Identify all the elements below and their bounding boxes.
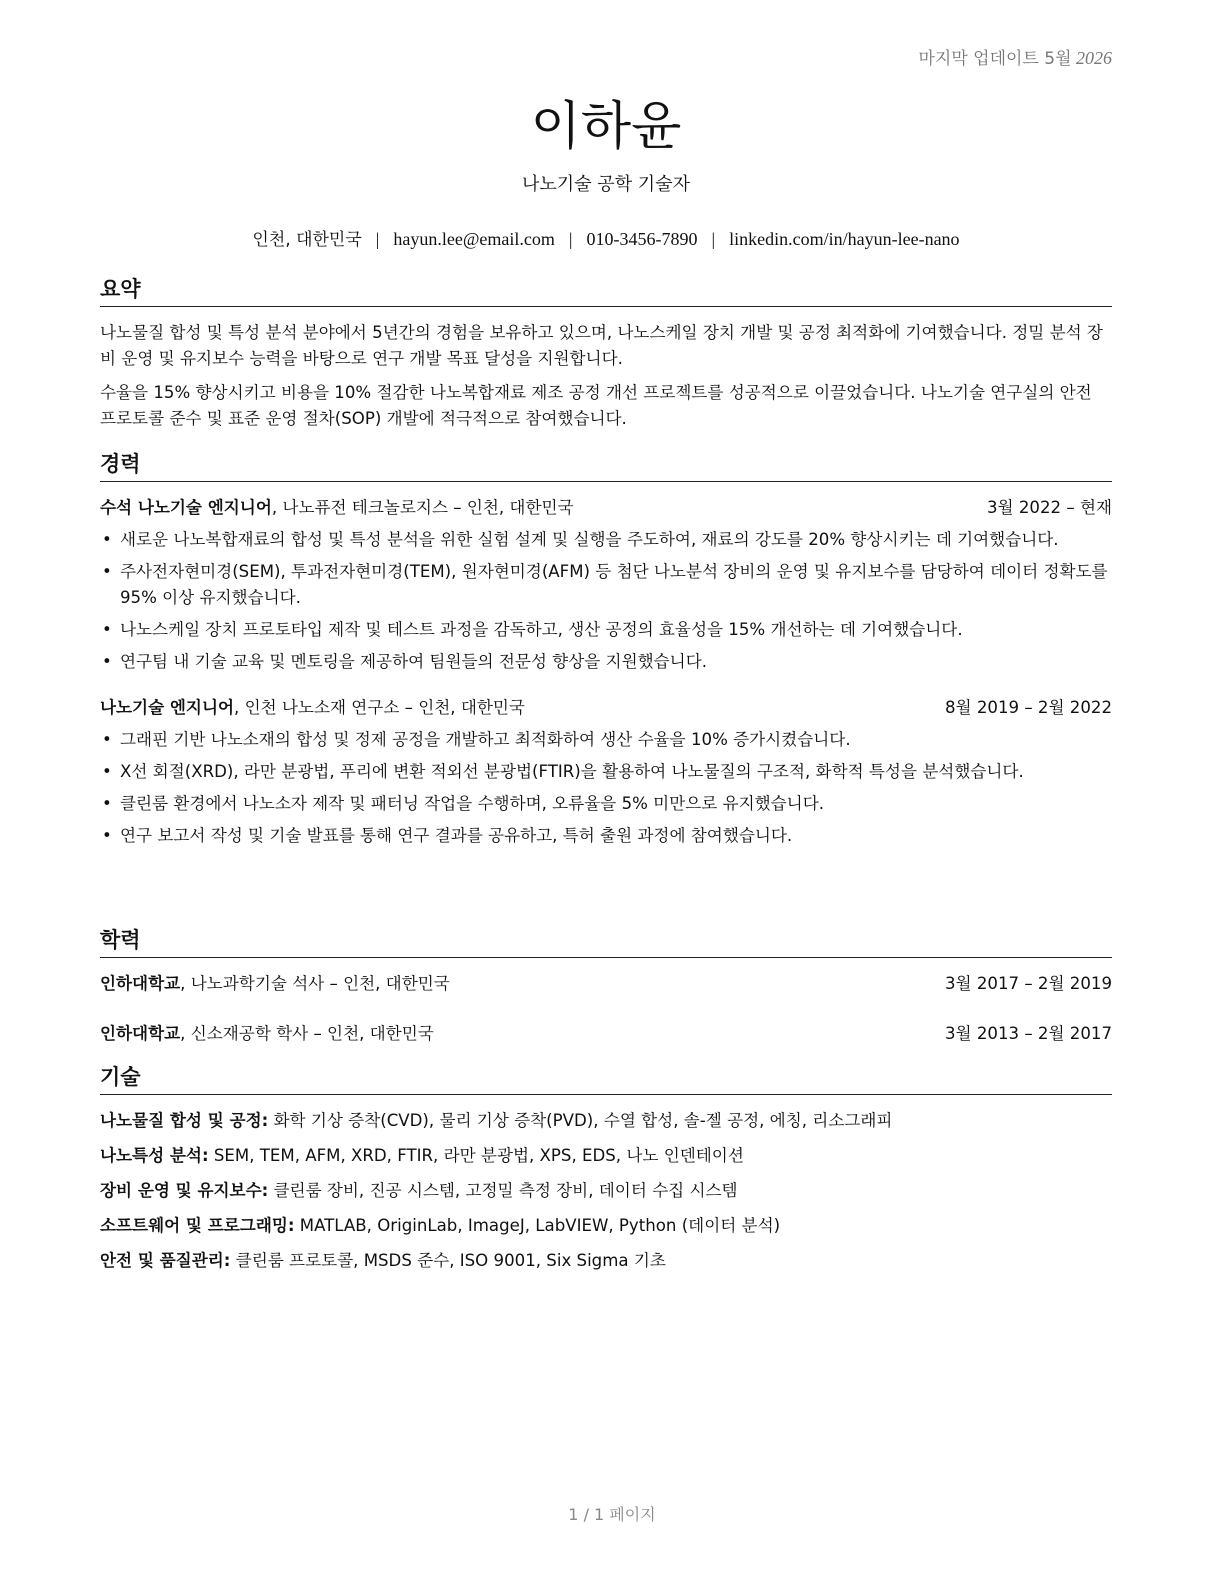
education-dates: 3월 2017 – 2월 2019	[944, 974, 1112, 993]
education-dates: 3월 2013 – 2월 2017	[944, 1024, 1112, 1043]
section-title-skills: 기술	[100, 1064, 1112, 1095]
skill-value: SEM, TEM, AFM, XRD, FTIR, 라만 분광법, XPS, EDS, 나노 인덴테이션	[208, 1146, 744, 1165]
job-bullets	[100, 727, 1112, 849]
skill-label: 소프트웨어 및 프로그래밍:	[100, 1216, 295, 1235]
contact-phone[interactable]: 010-3456-7890	[586, 229, 698, 249]
job-bullets	[100, 527, 1112, 675]
job-dates: 8월 2019 – 2월 2022	[944, 698, 1112, 717]
skill-label: 나노특성 분석:	[100, 1146, 209, 1165]
list-item: • X선 회절(XRD), 라만 분광법, 푸리에 변환 적외선 분광법(FTIR)을 활용하여 나노물질의 구조적, 화학적 특성을 분석했습니다.	[100, 759, 1112, 785]
section-title-education: 학력	[100, 927, 1112, 958]
school-name: 인하대학교	[100, 1024, 181, 1043]
skill-value: MATLAB, OriginLab, ImageJ, LabVIEW, Python (데이터 분석)	[294, 1216, 781, 1235]
skill-value: 클린룸 프로토콜, MSDS 준수, ISO 9001, Six Sigma 기초	[230, 1251, 666, 1270]
degree-detail: , 나노과학기술 석사 – 인천, 대한민국	[180, 974, 450, 993]
job-entry	[100, 695, 1112, 849]
skill-row	[100, 1243, 1112, 1278]
section-title-summary: 요약	[100, 276, 1112, 307]
job-organization: , 나노퓨전 테크놀로지스 – 인천, 대한민국	[271, 498, 574, 517]
summary-section	[100, 276, 1112, 432]
contact-email[interactable]: hayun.lee@email.com	[393, 229, 555, 249]
last-updated-label: 마지막 업데이트	[918, 49, 1039, 69]
bullet-icon: •	[102, 652, 112, 671]
skill-value: 클린룸 장비, 진공 시스템, 고정밀 측정 장비, 데이터 수집 시스템	[268, 1181, 738, 1200]
bullet-icon: •	[102, 530, 112, 549]
list-item: • 새로운 나노복합재료의 합성 및 특성 분석을 위한 실험 설계 및 실행을 주도하여, 재료의 강도를 20% 향상시키는 데 기여했습니다.	[100, 527, 1112, 553]
skill-row	[100, 1208, 1112, 1243]
section-title-experience: 경력	[100, 451, 1112, 482]
list-item: • 연구팀 내 기술 교육 및 멘토링을 제공하여 팀원들의 전문성 향상을 지원했습니다.	[100, 649, 1112, 675]
education-section	[100, 927, 1112, 1047]
education-entry	[100, 971, 1112, 997]
summary-paragraph: 나노물질 합성 및 특성 분석 분야에서 5년간의 경험을 보유하고 있으며, 나노스케일 장치 개발 및 공정 최적화에 기여했습니다. 정밀 분석 장비 운영 및 유지보수 능력을 바탕으로 연구 개발 목표 달성을 지원합니다.	[100, 323, 1103, 368]
degree-detail: , 신소재공학 학사 – 인천, 대한민국	[180, 1024, 434, 1043]
job-role: 나노기술 엔지니어	[100, 698, 235, 717]
list-item: • 주사전자현미경(SEM), 투과전자현미경(TEM), 원자현미경(AFM) 등 첨단 나노분석 장비의 운영 및 유지보수를 담당하여 데이터 정확도를 95% 이상 유지했습니다.	[100, 559, 1112, 611]
candidate-name: 이하윤	[530, 97, 682, 157]
contact-location: 인천, 대한민국	[252, 230, 362, 250]
bullet-icon: •	[102, 826, 112, 845]
last-updated-date: 5월 2026	[1044, 48, 1112, 69]
last-updated	[918, 44, 1112, 69]
bullet-icon: •	[102, 620, 112, 639]
experience-section	[100, 451, 1112, 855]
contact-separator: |	[375, 229, 380, 249]
school-name: 인하대학교	[100, 974, 181, 993]
bullet-icon: •	[102, 794, 112, 813]
bullet-icon: •	[102, 762, 112, 781]
job-role: 수석 나노기술 엔지니어	[100, 498, 272, 517]
job-header	[100, 695, 1112, 721]
skill-row	[100, 1138, 1112, 1173]
skill-value: 화학 기상 증착(CVD), 물리 기상 증착(PVD), 수열 합성, 솔-젤 공정, 에칭, 리소그래피	[268, 1111, 893, 1130]
education-entry	[100, 1021, 1112, 1047]
job-header	[100, 495, 1112, 521]
job-organization: , 인천 나노소재 연구소 – 인천, 대한민국	[234, 698, 525, 717]
skill-label: 장비 운영 및 유지보수:	[100, 1181, 269, 1200]
list-item: • 그래핀 기반 나노소재의 합성 및 정제 공정을 개발하고 최적화하여 생산 수율을 10% 증가시켰습니다.	[100, 727, 1112, 753]
contact-separator: |	[568, 229, 573, 249]
skill-label: 나노물질 합성 및 공정:	[100, 1111, 269, 1130]
contact-linkedin-link[interactable]: linkedin.com/in/hayun-lee-nano	[729, 229, 960, 249]
list-item: • 연구 보고서 작성 및 기술 발표를 통해 연구 결과를 공유하고, 특허 출원 과정에 참여했습니다.	[100, 823, 1112, 849]
contact-separator: |	[711, 229, 716, 249]
job-entry	[100, 495, 1112, 675]
summary-paragraph: 수율을 15% 향상시키고 비용을 10% 절감한 나노복합재료 제조 공정 개선 프로젝트를 성공적으로 이끌었습니다. 나노기술 연구실의 안전 프로토콜 준수 및 표준 운영 절차(SOP) 개발에 적극적으로 참여했습니다.	[100, 383, 1092, 428]
skill-label: 안전 및 품질관리:	[100, 1251, 231, 1270]
job-dates: 3월 2022 – 현재	[987, 498, 1112, 517]
bullet-icon: •	[102, 562, 112, 581]
skills-section	[100, 1064, 1112, 1278]
page-number: 1 / 1 페이지	[568, 1505, 656, 1524]
list-item: • 나노스케일 장치 프로토타입 제작 및 테스트 과정을 감독하고, 생산 공정의 효율성을 15% 개선하는 데 기여했습니다.	[100, 617, 1112, 643]
skill-row	[100, 1103, 1112, 1138]
resume-page	[100, 0, 1112, 1584]
skill-row	[100, 1173, 1112, 1208]
contact-line	[100, 225, 1112, 250]
list-item: • 클린룸 환경에서 나노소자 제작 및 패터닝 작업을 수행하며, 오류율을 5% 미만으로 유지했습니다.	[100, 791, 1112, 817]
candidate-title: 나노기술 공학 기술자	[522, 174, 690, 195]
bullet-icon: •	[102, 730, 112, 749]
skills-list	[100, 1103, 1112, 1278]
